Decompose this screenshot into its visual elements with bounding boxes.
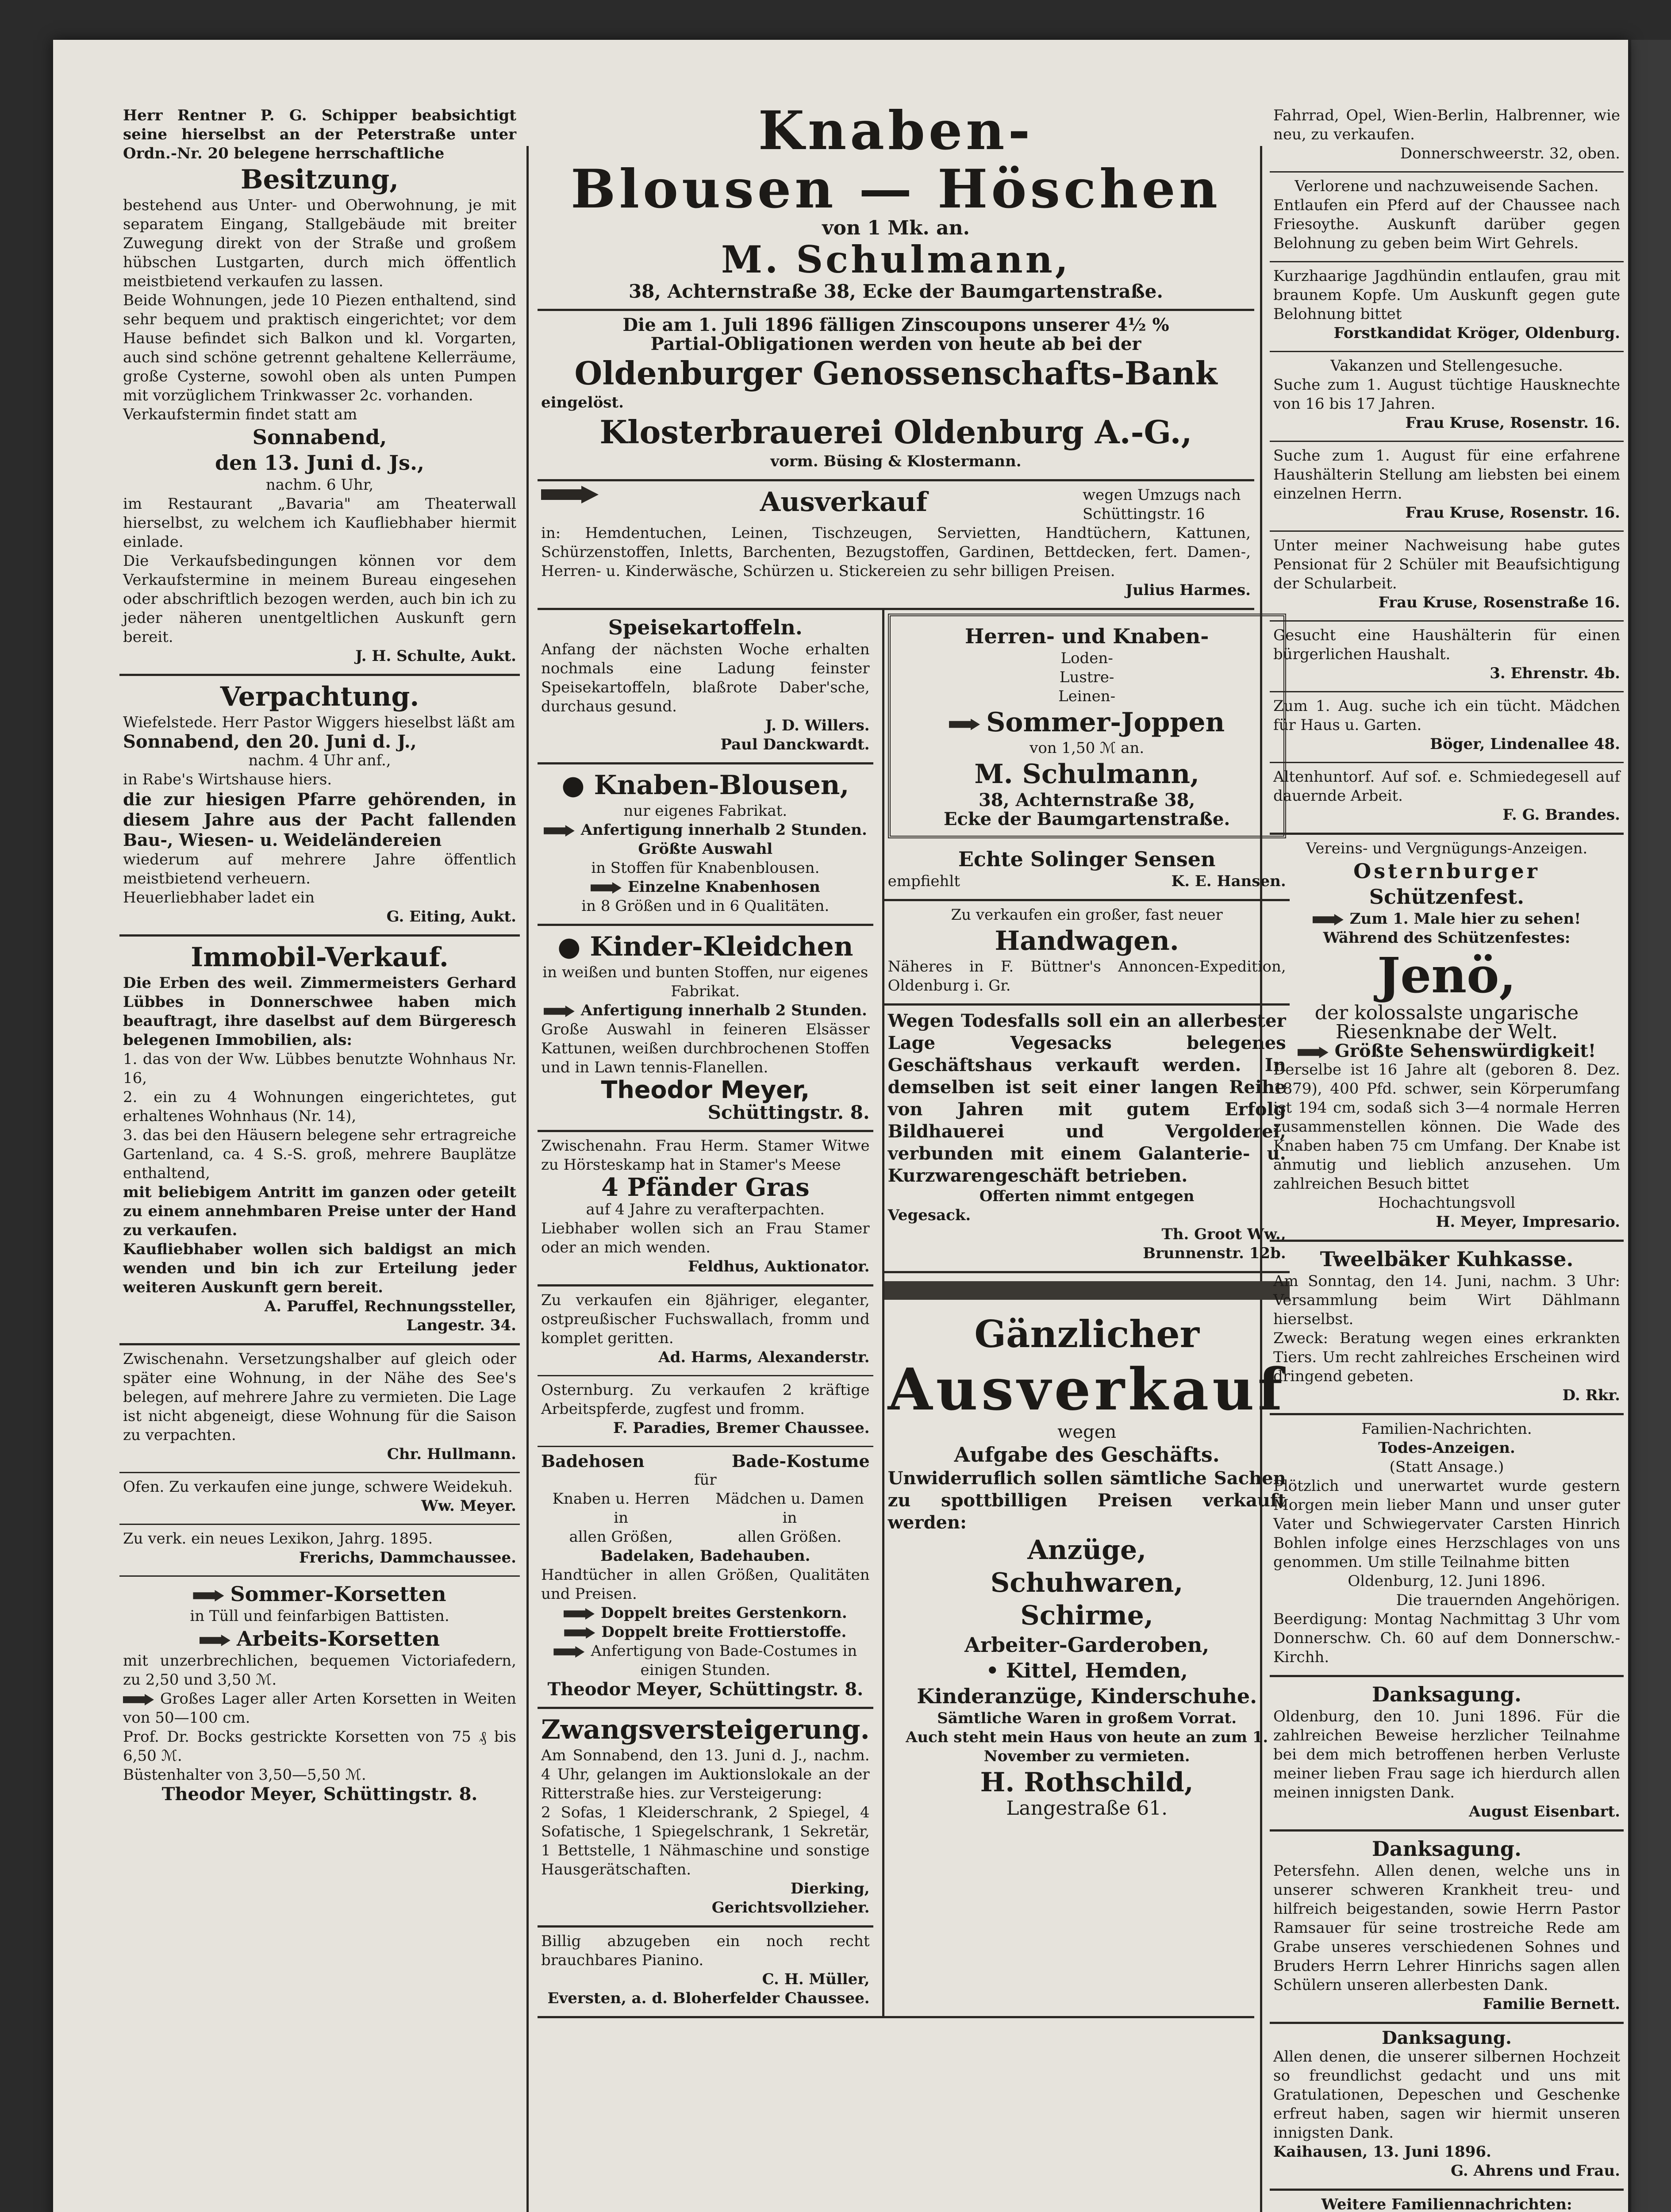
ad-text: Auch steht mein Haus von heute an zum 1. November zu vermieten. [906,1728,1268,1765]
list-item: allen Größen. [738,1528,842,1546]
ad-place: Oldenburg, 12. Juni 1896. [1348,1572,1546,1590]
ad-text: Zweck: Beratung wegen eines erkrankten Tiers. Um recht zahlreiches Erscheinen wird dringend gebeten. [1273,1329,1620,1385]
ad-text-inner: Anfertigung innerhalb 2 Stunden. [580,1002,867,1019]
ad-text: Wiefelstede. Herr Pastor Wiggers hieselbst läßt am [123,714,515,731]
ad-text: Derselbe ist 16 Jahre alt (geboren 8. Dez. 1879), 400 Pfd. schwer, sein Körperumfang ist 194 cm, sodaß sich 3—4 normale Herren zusammenstellen können. Die Wade des Knaben haben 75 cm Umfang. Der Knabe ist anmutig und lieblich anzusehen. Um zahlreichen Besuch bittet [1273,1061,1620,1193]
ad-text: Beerdigung: Montag Nachmittag 3 Uhr vom Donnerschw. Ch. 60 auf dem Donnerschw.-Kirchh. [1273,1610,1620,1666]
ad-text-inner: Großes Lager aller Arten Korsetten in Weiten von 50—100 cm. [123,1690,516,1727]
pointing-hand-icon [1298,1047,1329,1058]
ad-signature: Frau Kruse, Rosenstraße 16. [1378,594,1620,611]
ad-signature: J. D. Willers. [765,717,870,734]
ad-signature: Familie Bernett. [1483,1995,1620,2013]
list-item: Knaben u. Herren [552,1490,690,1508]
ad-text: Zu verk. ein neues Lexikon, Jahrg. 1895. [123,1530,433,1548]
ad-text: in 8 Größen und in 6 Qualitäten. [581,897,830,915]
ad-pferd-entlaufen [1270,173,1624,262]
ad-title [123,1626,516,1651]
ad-title-text: Knaben-Blousen, [594,770,849,801]
ad-company-sub: vorm. Büsing & Klostermann. [770,453,1022,470]
ad-signature: H. Meyer, Impresario. [1436,1213,1620,1231]
ad-name: Theodor Meyer, [601,1076,810,1104]
list-item: in [614,1509,629,1527]
ad-schuetzenfest [1270,835,1624,1242]
ad-text: Billig abzugeben ein noch recht brauchbares Pianino. [541,1932,870,1969]
ad-text: Osternburg. Zu verkaufen 2 kräftige Arbeitspferde, zugfest und fromm. [541,1381,870,1418]
ad-signature: Böger, Lindenallee 48. [1430,735,1620,753]
ad-text: Beide Wohnungen, jede 10 Piezen enthaltend, sind sehr bequem und praktisch eingerichtet; vor dem Hause befindet sich Balkon und kl. Vorgarten, auch sind schöne getrennt gehaltene Kellerräume, große Cysterne, sowohl oben als unten Pumpen mit vorzüglichem Trinkwasser 2c. vorhanden. [123,292,516,404]
ad-text: Suche zum 1. August für eine erfahrene Haushälterin Stellung am liebsten bei einem einzelnen Herrn. [1273,447,1620,503]
ad-text-inner: Anfertigung innerhalb 2 Stunden. [580,821,867,839]
ad-intro: Herr Rentner P. G. Schipper beabsichtigt seine hierselbst an der Peterstraße unter Ordn.-Nr. 20 belegene herrschaftliche [123,107,516,162]
ad-text [1273,1041,1620,1060]
ad-text: in Tüll und feinfarbigen Battisten. [190,1607,449,1625]
ad-subtitle: Todes-Anzeigen. [1378,1439,1515,1457]
ad-text: Zu verkaufen ein großer, fast neuer [951,906,1223,924]
ad-title: ● Kinder-Kleidchen [557,931,853,962]
ad-date: Sonnabend, den 20. Juni d. J., [123,731,417,752]
ad-item: Arbeiter-Garderoben, [964,1633,1210,1657]
ad-text: auf 4 Jahre zu verafterpachten. [586,1201,825,1218]
ad-signature: Julius Harmes. [1126,581,1251,599]
ad-day: Sonnabend, [252,425,387,449]
ad-text: Aufgabe des Geschäfts. [954,1443,1220,1467]
ad-title: Gänzlicher [974,1312,1199,1356]
ad-title: Schützenfest. [1369,885,1525,909]
ad-header [541,486,1251,524]
ad-header [541,1452,870,1471]
ad-immobil-verkauf [119,937,520,1345]
ad-address: Langestraße 61. [1006,1797,1168,1820]
ad-text: Petersfehn. Allen denen, welche uns in unserer schweren Krankheit treu- und hilfreich beigestanden, sowie Herrn Pastor Ramsauer für seine trostreiche Rede am Grabe unseres verschiedenen Sohnes und Bruders Herrn Lehrer Hinrichs sagen allen Schülern unseren allerbesten Dank. [1273,1862,1620,1994]
ad-text-inner: Doppelt breite Frottierstoffe. [601,1623,847,1641]
ad-signature: Chr. Hullmann. [387,1445,516,1463]
ad-title: Danksagung. [1372,1682,1521,1706]
ad-item: • Kittel, Hemden, [986,1659,1188,1682]
list-item: Leinen- [1058,687,1116,705]
ad-signature: Feldhus, Auktionator. [688,1258,870,1275]
list-item: 3. das bei den Häusern belegene sehr ertragreiche Gartenland, ca. 4 S.-S. groß, mehrere Bauplätze enthaltend, [123,1126,516,1182]
ad-text: in weißen und bunten Stoffen, nur eigenes Fabrikat. [542,964,868,1000]
ad-signature: Brunnenstr. 12b. [1143,1244,1286,1262]
ad-text: in Rabe's Wirtshause hiers. [123,771,332,788]
column-right [1270,102,1624,2212]
ad-text: Heuerliebhaber ladet ein [123,889,315,906]
ad-text: Die Verkaufsbedingungen können vor dem Verkaufstermine in meinem Bureau eingesehen oder abschriftlich bezogen werden, auch bin ich zu jeder näheren unentgeltlichen Auskunft gern bereit. [123,552,516,646]
ad-place: Eversten, a. d. Bloherfelder Chaussee. [547,1989,870,2007]
ad-gras [538,1132,873,1286]
ad-text: im Restaurant „Bavaria" am Theaterwall hierselbst, zu welchem ich Kaufliebhaber hiermit einlade. [123,495,516,551]
ad-signature: Th. Groot Ww., [1161,1225,1286,1243]
ad-text-inner: Anfertigung von Bade-Costumes in einigen Stunden. [591,1642,857,1679]
ad-text [1273,910,1620,929]
ad-hausknechte [1270,352,1624,442]
ad-text-inner: Doppelt breites Gerstenkorn. [600,1604,847,1622]
ad-row [888,872,1286,891]
ad-weidekuh [119,1473,520,1525]
column-middle [538,100,1286,2018]
ad-ausverkauf-harmes [538,481,1254,610]
ad-text: für [694,1471,717,1489]
ad-signature: Donnerschweerstr. 32, oben. [1400,145,1620,162]
decorative-bar [884,1281,1290,1300]
ad-title-text: Sommer-Korsetten [230,1582,446,1606]
list-item: Loden- [1060,649,1113,667]
ad-text: Handtücher in allen Größen, Qualitäten und Preisen. [541,1566,870,1603]
ad-signature: Paul Danckwardt. [720,736,870,753]
ad-text: in Stoffen für Knabenblousen. [591,859,820,877]
ad-signature: Ad. Harms, Alexanderstr. [658,1348,870,1366]
ad-text [541,878,870,897]
pointing-hand-icon [564,1608,595,1620]
ad-text: der kolossalste ungarische [1314,1002,1579,1024]
ad-item: Schirme, [1020,1600,1153,1631]
ad-text: Die am 1. Juli 1896 fälligen Zinscoupons unserer 4½ % [622,315,1169,335]
ad-text: Liebhaber wollen sich an Frau Stamer oder an mich wenden. [541,1220,870,1256]
ad-title-text: Kinder-Kleidchen [590,931,853,962]
ad-name: M. Schulmann, [974,759,1199,790]
ad-text: Am Sonnabend, den 13. Juni d. J., nachm. 4 Uhr, gelangen im Auktionslokale an der Ritterstraße hies. zur Versteigerung: [541,1747,870,1802]
list-item: Mädchen u. Damen [715,1490,864,1508]
ad-place: Kaihausen, 13. Juni 1896. [1273,2143,1491,2161]
ad-text [541,1604,870,1623]
ad-text: Unter meiner Nachweisung habe gutes Pensionat für 2 Schüler mit Beaufsichtigung der Schularbeit. [1273,537,1620,592]
ad-verpachtung [119,676,520,937]
ad-text [123,1690,516,1728]
ad-text: Fahrrad, Opel, Wien-Berlin, Halbrenner, wie neu, zu verkaufen. [1273,107,1620,143]
ad-zinscoupons [538,311,1254,481]
ad-title: Herren- und Knaben- [965,624,1209,648]
ad-two-col [541,1490,870,1547]
ad-signature: Frerichs, Dammchaussee. [299,1549,516,1567]
ad-zwangsversteigerung [538,1709,873,1928]
ad-left-list [541,1490,701,1547]
ad-date: den 13. Juni d. Js., [215,451,424,475]
ad-title [123,1581,516,1607]
ad-geschaeftshaus [884,1006,1290,1273]
ad-title: Weitere Familiennachrichten: [1321,2196,1572,2212]
ad-signature: K. E. Hansen. [1171,872,1286,890]
ad-text: Entlaufen ein Pferd auf der Chaussee nach Friesoythe. Auskunft darüber gegen Belohnung zu geben beim Wirt Gehrels. [1273,196,1620,252]
ad-kuhkasse [1270,1242,1624,1415]
ad-text: Wegen Todesfalls soll ein an allerbester Lage Vegesacks belegenes Geschäftshaus verkauft werden. In demselben ist seit einer langen Reihe von Jahren mit gutem Erfolg Bildhauerei und Vergolderei, verbunden mit einem Galanterie- u. Kurzwarengeschäft betrieben. [887,1010,1286,1186]
ad-text: wegen [1057,1422,1117,1442]
pointing-hand-icon [591,882,622,894]
ad-title: Tweelbäker Kuhkasse. [1320,1247,1574,1271]
ad-right-list [710,1490,869,1547]
ad-title: 4 Pfänder Gras [601,1173,810,1202]
ad-danksagung-2 [1270,1832,1624,2024]
ad-price: von 1,50 ℳ an. [1029,739,1145,757]
ad-hausheaelterin-gesucht [1270,622,1624,692]
ad-item: Kinderanzüge, Kinderschuhe. [917,1684,1257,1708]
ad-title: Danksagung. [1372,1837,1521,1861]
ad-title: Echte Solinger Sensen [958,847,1216,871]
list-item: Lustre- [1059,668,1114,686]
ad-text-inner: Zum 1. Male hier zu sehen! [1349,910,1581,928]
ad-big [898,706,1276,739]
ad-knaben-blousen [538,102,1254,311]
column-rule [526,146,529,2212]
ad-title: Ausverkauf [887,1356,1286,1423]
ad-text: mit unzerbrechlichen, bequemen Victoriafedern, zu 2,50 und 3,50 ℳ. [123,1652,516,1689]
ad-text: Partial-Obligationen werden von heute ab bei der [650,334,1141,354]
ad-pensionat [1270,532,1624,622]
ad-text: Zwischenahn. Versetzungshalber auf gleich oder später eine Wohnung, in der Nähe des See's belegen, auf mehrere Jahre zu vermieten. Die Lage ist nicht abgeneigt, diese Wohnung für die Saison zu verpachten. [123,1350,516,1444]
ad-korsetten [119,1577,520,1812]
ad-place: Vegesack. [887,1206,971,1224]
ad-text: Hochachtungsvoll [1378,1194,1516,1212]
ad-signature: Gerichtsvollzieher. [711,1899,870,1916]
ad-text-inner: Größte Sehenswürdigkeit! [1334,1041,1596,1061]
ad-text: Badelaken, Badehauben. [600,1547,811,1565]
ad-haushaelterin [1270,442,1624,532]
pointing-hand-icon [544,1006,575,1017]
ad-title: Osternburger [1353,859,1540,883]
ad-title: Ausverkauf [760,487,928,518]
pointing-hand-icon [544,825,575,837]
ad-lexikon [119,1525,520,1577]
ad-signature: D. Rkr. [1562,1386,1620,1404]
ad-title: Zwangsversteigerung. [541,1714,870,1745]
ad-signature: G. Ahrens und Frau. [1451,2162,1620,2180]
ad-company: Klosterbrauerei Oldenburg A.-G., [599,413,1192,451]
ad-text: Zum 1. Aug. suche ich ein tücht. Mädchen für Haus u. Garten. [1273,697,1620,734]
ad-text [541,1642,870,1680]
pointing-hand-icon [564,1627,595,1639]
ad-title: Besitzung, [240,164,399,195]
ad-pianino [538,1928,873,2016]
ad-subtitle: (Statt Ansage.) [1389,1458,1504,1476]
ad-badehosen [538,1447,873,1709]
ad-text: Zu verkaufen ein 8jähriger, eleganter, ostpreußischer Fuchswallach, fromm und komplet geritten. [541,1291,870,1347]
ad-text: empfiehlt [887,872,960,890]
ad-title: Danksagung. [1382,2028,1512,2048]
ad-text: Am Sonntag, den 14. Juni, nachm. 3 Uhr: Versammlung beim Wirt Dählmann hierselbst. [1273,1272,1620,1328]
ad-bank: Oldenburger Genossenschafts-Bank [574,354,1218,392]
ad-text: Prof. Dr. Bocks gestrickte Korsetten von 75 ₰ bis 6,50 ℳ. [123,1728,516,1765]
ad-text [541,1001,870,1020]
ad-text: Während des Schützenfestes: [1323,929,1571,947]
ad-text: Plötzlich und unerwartet wurde gestern Morgen mein lieber Mann und unser guter Vater und Schwiegervater Carsten Hinrich Bohlen infolge eines Herzschlages von uns genommen. Um stille Teilnahme bitten [1273,1477,1620,1571]
list-item: 1. das von der Ww. Lübbes benutzte Wohnhaus Nr. 16, [123,1050,516,1087]
ad-text: 2 Sofas, 1 Kleiderschrank, 2 Spiegel, 4 Sofatische, 1 Spiegelschrank, 1 Sekretär, 1 Bettstelle, 1 Nähmaschine und sonstige Hausgerätschaften. [541,1804,870,1878]
ad-text: Altenhuntorf. Auf sof. e. Schmiedegesell auf dauernde Arbeit. [1273,768,1620,805]
ad-text: Größte Auswahl [638,840,773,858]
pointing-hand-icon [553,1646,584,1658]
list-item: 2. ein zu 4 Wohnungen eingerichtetes, gut erhaltenes Wohnhaus (Nr. 14), [123,1088,516,1125]
ad-speisekartoffeln [538,610,873,764]
ad-text [541,1623,870,1642]
ad-signature: C. H. Müller, [762,1970,870,1988]
pointing-hand-icon [1313,914,1344,926]
ad-item: Schuhwaren, [990,1567,1183,1598]
ad-signature: J. H. Schulte, Aukt. [355,647,516,665]
ad-knaben-blousen-meyer [538,764,873,926]
ad-signature: A. Paruffel, Rechnungssteller, [264,1298,516,1315]
ad-text-inner: Einzelne Knabenhosen [627,878,820,896]
ad-text: Ofen. Zu verkaufen eine junge, schwere Weidekuh. [123,1478,513,1496]
ad-text: Suche zum 1. August tüchtige Hausknechte von 16 bis 17 Jahren. [1273,376,1620,413]
ad-signature: August Eisenbart. [1469,1803,1620,1820]
section-title: Vereins- und Vergnügungs-Anzeigen. [1306,840,1588,857]
ad-signature: Ww. Meyer. [421,1497,516,1515]
ad-sommer-joppen [888,614,1286,838]
ad-besitzung [119,102,520,676]
ad-header-left: Badehosen [541,1451,645,1471]
ad-title: Knaben- [758,100,1034,162]
ad-maedchen [1270,692,1624,763]
ad-item: Anzüge, [1027,1535,1147,1566]
ad-signature: Die trauernden Angehörigen. [1396,1591,1620,1609]
ad-text: Offerten nimmt entgegen [979,1187,1195,1205]
ad-grid-left [538,610,873,2016]
ad-address: 38, Achternstraße 38, [978,790,1195,810]
section-title: Familien-Nachrichten. [1361,1420,1532,1438]
ad-wohnung [119,1345,520,1473]
ad-title: ● Knaben-Blousen, [561,770,849,801]
ad-name: M. Schulmann, [721,238,1071,281]
list-item: allen Größen, [569,1528,673,1546]
ad-familiennachrichten [1270,2191,1624,2212]
ad-fahrrad [1270,102,1624,173]
pointing-hand-icon [541,486,599,503]
ad-text: Große Auswahl in feineren Elsässer Kattunen, weißen durchbrochenen Stoffen und in Lawn tennis-Flanellen. [541,1021,870,1076]
pointing-hand-icon [193,1590,224,1601]
ad-title: Handwagen. [995,926,1179,956]
ad-title: Immobil-Verkauf. [191,942,449,973]
ad-address: Ecke der Baumgartenstraße. [944,809,1230,830]
ad-danksagung-3 [1270,2024,1624,2191]
ad-arbeitspferde [538,1376,873,1447]
ad-text: Büstenhalter von 3,50—5,50 ℳ. [123,1766,366,1784]
ad-signature: Frau Kruse, Rosenstr. 16. [1405,414,1620,432]
ad-text: Unwiderruflich sollen sämtliche Sachen zu spottbilligen Preisen verkauft werden: [887,1468,1286,1533]
pointing-hand-icon [123,1694,154,1705]
ad-text: Kaufliebhaber wollen sich baldigst an mich wenden und bin ich zur Erteilung jeder weiteren Auskunft gern bereit. [123,1240,516,1296]
ad-address: 38, Achternstraße 38, Ecke der Baumgartenstraße. [628,280,1164,302]
ad-text: Die Erben des weil. Zimmermeisters Gerhard Lübbes in Donnerschwee haben mich beauftragt, ihre daselbst auf dem Bürgeresch belegenen Immobilien, als: [123,974,516,1049]
ad-text: Näheres in F. Büttner's Annoncen-Expedition, Oldenburg i. Gr. [887,958,1286,995]
pointing-hand-icon [200,1635,230,1646]
ad-schmiedegesell [1270,763,1624,835]
ad-signature: F. Paradies, Bremer Chaussee. [613,1419,870,1437]
ad-signature: F. G. Brandes. [1502,806,1620,824]
ad-title: Speisekartoffeln. [608,615,803,639]
ad-text: in: Hemdentuchen, Leinen, Tischzeugen, Servietten, Handtüchern, Kattunen, Schürzenstoffen, Inletts, Barchenten, Bezugstoffen, Gardinen, Bettdecken, fert. Damen-, Herren- u. Kinderwäsche, Schürzen u. Stickereien zu sehr billigen Preisen. [541,524,1251,580]
ad-time: nachm. 6 Uhr, [265,476,374,494]
ad-signature: Forstkandidat Kröger, Oldenburg. [1333,324,1620,342]
ad-signature: Theodor Meyer, Schüttingstr. 8. [161,1784,478,1805]
ad-text: Anfang der nächsten Woche erhalten nochmals eine Ladung feinster Speisekartoffeln, blaßrote Daber'sche, durchaus gesund. [541,641,870,715]
ad-fuchswallach [538,1286,873,1376]
ad-note: wegen Umzugs nach Schüttingstr. 16 [1083,486,1241,523]
column-left [119,102,520,1812]
ad-address: Schüttingstr. 8. [707,1102,870,1123]
ad-text: Oldenburg, den 10. Juni 1896. Für die zahlreichen Beweise herzlicher Teilnahme bei dem mich betroffenen herben Verluste meiner lieben Frau sage ich hierdurch allen meinen innigsten Dank. [1273,1708,1620,1801]
section-title: Verlorene und nachzuweisende Sachen. [1295,177,1599,195]
ad-grid [538,610,1286,2018]
ad-text [541,821,870,840]
ad-text: Kurzhaarige Jagdhündin entlaufen, grau mit braunem Kopfe. Um Auskunft gegen gute Belohnung bittet [1273,267,1620,323]
ad-todesanzeige [1270,1415,1624,1677]
list-item: in [782,1509,797,1527]
ad-solinger-sensen [884,842,1290,901]
ad-text: Verkaufstermin findet statt am [123,406,357,423]
ad-text: Sämtliche Waren in großem Vorrat. [937,1709,1237,1727]
ad-price: von 1 Mk. an. [822,217,970,239]
ad-kinder-kleidchen [538,926,873,1132]
ad-jagdhuendin [1270,262,1624,352]
ad-title: Verpachtung. [220,681,419,712]
ad-signature: Langestr. 34. [406,1317,516,1334]
ad-text: Gesucht eine Haushälterin für einen bürgerlichen Haushalt. [1273,626,1620,663]
ad-bold-text: die zur hiesigen Pfarre gehörenden, in diesem Jahre aus der Pacht fallenden Bau-, Wiesen- u. Weideländereien [123,789,516,850]
ad-text: wiederum auf mehrere Jahre öffentlich meistbietend verheuern. [123,851,516,887]
ad-header-right: Bade-Kostume [731,1451,870,1471]
ad-title-text: Arbeits-Korsetten [236,1627,440,1651]
ad-signature: Dierking, [790,1880,870,1897]
scanner-edge [1631,40,1671,2212]
ad-big: Jenö, [1377,947,1516,1004]
ad-time: nachm. 4 Uhr anf., [248,752,391,769]
ad-big-text: Sommer-Joppen [986,707,1225,738]
ad-signature: Frau Kruse, Rosenstr. 16. [1405,504,1620,522]
ad-text: mit beliebigem Antritt im ganzen oder geteilt zu einem annehmbaren Preise unter der Hand zu verkaufen. [123,1183,516,1239]
ad-text: bestehend aus Unter- und Oberwohnung, je mit separatem Eingang, Stallgebäude mit breiter Zuwegung direkt von der Straße und großem hübschen Lustgarten, durch mich öffentlich meistbietend verkaufen zu lassen. [123,196,516,290]
section-title: Vakanzen und Stellengesuche. [1330,357,1563,375]
ad-text: nur eigenes Fabrikat. [623,802,787,820]
pointing-hand-icon [949,719,980,730]
ad-text: eingelöst. [541,394,624,411]
ad-text: Riesenknabe der Welt. [1335,1021,1558,1043]
ad-text: Allen denen, die unserer silbernen Hochzeit so freundlichst gedacht und uns mit Gratulationen, Depeschen und Geschenke erfreut haben, sagen wir hiermit unseren innigsten Dank. [1273,2048,1620,2142]
ad-handwagen [884,901,1290,1006]
ad-grid-right [882,610,1290,2016]
ad-signature: Theodor Meyer, Schüttingstr. 8. [547,1679,864,1700]
ad-title: Blousen — Höschen [571,158,1221,220]
ad-danksagung-1 [1270,1677,1624,1832]
ad-name: H. Rothschild, [980,1767,1194,1798]
ad-gaenzlicher-ausverkauf [884,1308,1290,1826]
ad-signature: 3. Ehrenstr. 4b. [1490,664,1620,682]
ad-text: Zwischenahn. Frau Herm. Stamer Witwe zu Hörsteskamp hat in Stamer's Meese [541,1137,870,1174]
ad-signature: G. Eiting, Aukt. [386,908,516,926]
